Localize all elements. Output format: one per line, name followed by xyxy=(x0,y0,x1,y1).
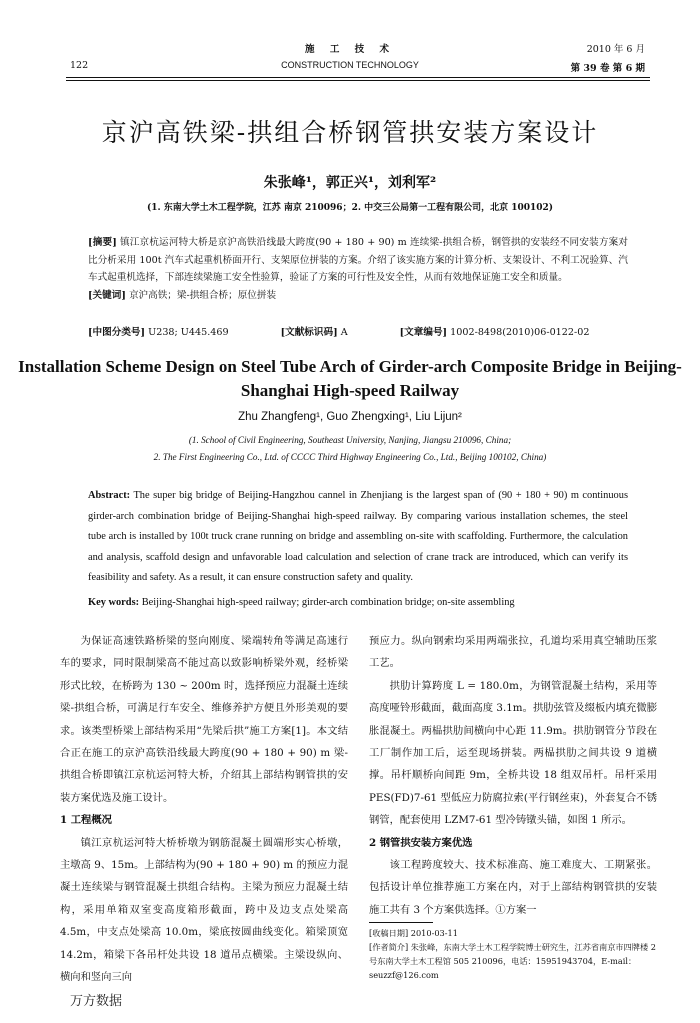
body-paragraph: 镇江京杭运河特大桥桥墩为钢筋混凝土圆端形实心桥墩，主墩高 9、15m。上部结构为(90 + 180 + 90) m 的预应力混凝土连续梁与钢管混凝土拱组合结构。主梁为预应力混凝土结构，采用单箱双室变高度箱形截面，跨中及边支点处梁高 4.5m，中支点处梁高 10.0m，梁底按圆曲线变化。箱梁顶宽 14.2m，箱梁下各吊杆处共设 18 道吊点横梁。主梁设纵向、横向和竖向三向 xyxy=(60,836,348,984)
classification-line xyxy=(88,324,628,338)
journal-name-cn: 施 工 技 术 xyxy=(305,44,395,55)
section-heading-2: 2 钢管拱安装方案优选 xyxy=(369,836,473,849)
clc-value: U238; U445.469 xyxy=(148,327,229,338)
doc-value: A xyxy=(340,327,348,338)
author-bio: [作者简介] 朱张峰，东南大学土木工程学院博士研究生，江苏省南京市四牌楼 2 号东南大学土木工程馆 505 210096，电话：15951943704，E-mail：seuzzf@126.com xyxy=(369,942,656,980)
abstract-en-text: The super big bridge of Beijing-Hangzhou cannel in Zhenjiang is the largest span of (90 + 180 + 90) m continuous girder-arch combination bridge of Beijing-Shanghai high-speed railway. By comparing various installation schemes, the steel tube arch is installed by 100t truck crane running on bridge and assembling on-site with scaffolding. Furthermore, the calculation and analysis, scaffold design and unfavorable load calculation and selection of crane track are introduced, which can verify its feasibility and safety. As a result, it can ensure construction safety and quality. xyxy=(88,490,628,583)
body-paragraph: 预应力。纵向钢索均采用两端张拉，孔道均采用真空辅助压浆工艺。 xyxy=(369,635,657,670)
affiliations-en xyxy=(0,432,700,466)
keywords-cn-text: 京沪高铁；梁-拱组合桥；原位拼装 xyxy=(128,289,277,301)
keywords-en-label: Key words: xyxy=(88,597,140,608)
affiliation-en-1: (1. School of Civil Engineering, Southeast University, Nanjing, Jiangsu 210096, China; xyxy=(188,435,512,445)
header-rule xyxy=(66,77,650,78)
received-date: [收稿日期] 2010-03-11 xyxy=(369,928,458,938)
abstract-cn xyxy=(88,234,628,304)
issue-date: 2010 年 6 月 xyxy=(586,44,645,55)
volume-issue: 第 39 卷 第 6 期 xyxy=(570,63,645,74)
keywords-cn-label: [关键词] xyxy=(88,289,126,301)
abstract-cn-label: [摘要] xyxy=(88,237,117,248)
abstract-en-label: Abstract: xyxy=(88,490,131,501)
clc-code xyxy=(88,324,229,338)
abstract-cn-text: 镇江京杭运河特大桥是京沪高铁沿线最大跨度(90 + 180 + 90) m 连续梁-拱组合桥，钢管拱的安装经不同安装方案对比分析采用 100t 汽车式起重机桥面开行、支架原位拼装的方案。介绍了该实施方案的计算分析、支架设计、不利工况验算、汽车式起重机选择，下部连续梁施工安全性验算，验证了方案的可行性及安全性，从而有效地保证施工安全和质量。 xyxy=(88,237,628,283)
keywords-en-text: Beijing-Shanghai high-speed railway; girder-arch combination bridge; on-site assembling xyxy=(141,597,515,608)
authors-cn: 朱张峰¹，郭正兴¹，刘利军² xyxy=(263,175,437,191)
body-paragraph: 为保证高速铁路桥梁的竖向刚度、梁端转角等满足高速行车的要求，同时限制梁高不能过高以致影响桥梁外观，经桥梁形式比较，在桥跨为 130 ~ 200m 时，选择预应力混凝土连续梁-拱组合桥，可满足行车安全、维修养护方便且外形美观的要求。该类型桥梁上部结构采用“先梁后拱”施工方案[1]。本文结合正在施工的京沪高铁沿线最大跨度(90 + 180 + 90) m 梁-拱组合桥即镇江京杭运河特大桥，介绍其上部结构钢管拱的安装方案优选及施工设计。 xyxy=(60,635,348,804)
affiliation-en-2: 2. The First Engineering Co., Ltd. of CCCC Third Highway Engineering Co., Ltd., Beijing 100102, China) xyxy=(153,452,547,462)
body-right-column xyxy=(369,630,657,921)
article-id-value: 1002-8498(2010)06-0122-02 xyxy=(450,327,590,338)
section-heading-1: 1 工程概况 xyxy=(60,814,112,827)
header-rule-thin xyxy=(66,80,650,81)
doc-label: [文献标识码] xyxy=(280,327,338,338)
title-en: Installation Scheme Design on Steel Tube Arch of Girder-arch Composite Bridge in Beijing-Shanghai High-speed Railway xyxy=(18,357,682,400)
journal-name-en: CONSTRUCTION TECHNOLOGY xyxy=(281,60,419,70)
body-paragraph: 该工程跨度较大、技术标准高、施工难度大、工期紧张。包括设计单位推荐施工方案在内，对于上部结构钢管拱的安装施工共有 3 个方案供选择。①方案一 xyxy=(369,859,657,916)
footnote-rule xyxy=(369,922,433,923)
abstract-en xyxy=(88,486,628,589)
body-left-column xyxy=(60,630,348,989)
title-cn: 京沪高铁梁-拱组合桥钢管拱安装方案设计 xyxy=(101,118,599,147)
doc-code xyxy=(281,324,348,338)
authors-en: Zhu Zhangfeng¹, Guo Zhengxing¹, Liu Lijun² xyxy=(238,411,462,423)
clc-label: [中图分类号] xyxy=(88,327,146,338)
affiliations-cn: (1. 东南大学土木工程学院，江苏 南京 210096；2. 中交三公局第一工程有限公司，北京 100102) xyxy=(146,203,554,213)
keywords-en xyxy=(88,597,628,608)
body-paragraph: 拱肋计算跨度 L = 180.0m，为钢管混凝土结构，采用等高度哑铃形截面，截面高度 3.1m。拱肋弦管及缀板内填充微膨胀混凝土。两榀拱肋间横向中心距 11.9m。拱肋钢管分节段在工厂制作加工后，运至现场拼装。两榀拱肋之间共设 9 道横撑。吊杆顺桥向间距 9m，全桥共设 18 组双吊杆。吊杆采用 PES(FD)7-61 型低应力防腐拉索(平行钢丝束)，外套复合不锈钢管，配套使用 LZM7-61 型冷铸镦头锚，如图 1 所示。 xyxy=(369,679,657,827)
article-id-label: [文章编号] xyxy=(399,327,448,338)
article-id xyxy=(400,324,590,338)
footnote xyxy=(369,926,657,982)
page-number: 122 xyxy=(70,60,89,71)
watermark: 万方数据 xyxy=(70,994,123,1009)
